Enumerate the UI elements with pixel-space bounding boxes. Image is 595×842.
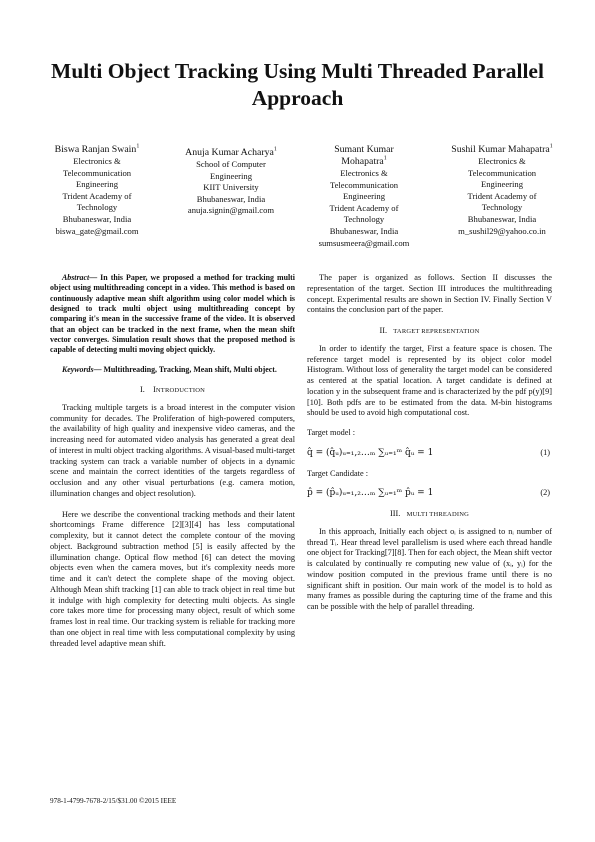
author-affiliation-line: Telecommunication	[467, 167, 537, 178]
author-affiliation-line: Telecommunication	[329, 179, 399, 190]
copyright-footer: 978-1-4799-7678-2/15/$31.00 ©2015 IEEE	[50, 797, 177, 805]
author-name: Biswa Ranjan Swain$^1$	[54, 143, 140, 155]
author-affiliation-line: Bhubaneswar, India	[467, 213, 537, 224]
author-affiliation-line: Engineering	[210, 170, 252, 181]
intro-paragraph-2: Here we describe the conventional tracking methods and their latent shortcomings Frame difference [2][3][4] has less computational complexity, but it cannot detect the complete contour of the moving object. Background subtraction method [5] is easily affected by the illumination change. Optical flow method [6] can detect the moving objects even when the camera moves, but it's complexity needs more time and it can't detect the complete shape of the moving object. Although Mean shift tracking [1] can able to track object in real time but it indulge with high complexity for detecting multi objects. As single core takes more time for processing many object, result of which some frames lost in real time. Our tracking system is reliable for tracking more than one object in real time with less computational complexity by using threaded level adaptive mean shift.	[50, 509, 295, 648]
section-heading-introduction: I. INTRODUCTION	[139, 385, 206, 395]
author-affiliation-line: Trident Academy of	[62, 190, 132, 201]
author-affiliation-line: Electronics &	[340, 168, 388, 178]
author-affiliation-line: Trident Academy of	[467, 190, 537, 201]
abstract-text: — In this Paper, we proposed a method for tracking multi object using multithreading concept in a video. This method is based on continuously adaptive mean shift algorithm using color model which is designed to track multi object using multithreading concept by comparing it's mean in the successive frame of the video. It is observed that an object can be tracked in the next frame, when the mean shift vector converges. Simulation result shows that the proposed method is capable of detecting multi moving object quickly.	[50, 273, 295, 355]
author-email: m_sushil29@yahoo.co.in	[458, 225, 546, 236]
author-affiliation-line: Bhubaneswar, India	[196, 193, 266, 204]
author-block-2	[170, 147, 292, 217]
author-name: Mohapatra$^1$	[341, 155, 387, 167]
target-model-label: Target model :	[307, 428, 356, 437]
abstract	[50, 273, 295, 356]
equation-1	[307, 448, 552, 459]
author-affiliation-line: School of Computer	[196, 159, 266, 169]
author-email: biswa_gate@gmail.com	[55, 225, 139, 236]
author-block-1	[38, 144, 156, 237]
author-affiliation-line: Technology	[76, 202, 118, 213]
equation-1-number: (1)	[540, 447, 550, 457]
author-name: Sumant Kumar	[334, 144, 394, 155]
author-affiliation-line: Trident Academy of	[329, 202, 399, 213]
organization-paragraph: The paper is organized as follows. Section II discusses the representation of the target. Section III introduces the multithreading concept. Experimental results are shown in Section IV. Finally Section V contains the conclusion part of the paper.	[307, 273, 552, 315]
right-column	[307, 273, 552, 613]
author-name: Anuja Kumar Acharya$^1$	[185, 146, 277, 158]
author-affiliation-line: Bhubaneswar, India	[329, 225, 399, 236]
author-email: sumsusmeera@gmail.com	[318, 237, 410, 248]
author-name: Sushil Kumar Mahapatra$^1$	[451, 143, 553, 155]
author-affiliation-line: Technology	[343, 214, 385, 225]
abstract-label: Abstract	[62, 273, 90, 282]
author-affiliation-line: Engineering	[76, 179, 118, 190]
target-representation-paragraph: In order to identify the target, First a feature space is chosen. The reference target model is represented by its object color model Histogram. Without loss of generality the target model can be considered as centered at the spatial location. A target candidate is defined at location y in the subsequent frame and is characterized by the pdf p(y)[9][10]. Both pdfs are to be estimated from the data. M-bin histograms should be used to avoid high computational cost.	[307, 343, 552, 418]
intro-paragraph-1: Tracking multiple targets is a broad interest in the computer vision community for decades. The Proliferation of high-powered computers, the availability of high quality and inexpensive video cameras, and the increasing need for automated video analysis has generated a great deal of interest in multi object tracking algorithms. A visual-based multi-target tracking system can track a variable number of objects in a dynamic scene and maintain the correct identities of the targets regardless of occlusion and any other visual perturbations (e.g. camera motion, illumination changes and object resolution).	[50, 402, 295, 498]
keywords-label: Keywords	[62, 364, 94, 374]
keywords	[50, 365, 295, 375]
left-column	[50, 273, 295, 649]
target-candidate-label: Target Candidate :	[307, 468, 369, 478]
author-affiliation-line: Technology	[481, 202, 523, 213]
author-block-3	[305, 144, 423, 249]
author-affiliation-line: Bhubaneswar, India	[62, 213, 132, 224]
author-affiliation-line: Engineering	[481, 179, 523, 190]
author-email: anuja.signin@gmail.com	[187, 205, 275, 216]
equation-2	[307, 488, 552, 499]
section-heading-multithreading: III. MULTI THREADING	[389, 509, 469, 518]
multithreading-paragraph: In this approach, Initially each object oᵢ is assigned to nᵢ number of thread Tᵢ. Hear thread level parallelism is used where each thread handle one object for Tracking[7][8]. Then for each object, the Mean shift vector is calculated by continually re computing new value of (xᵢ, yᵢ) for the window position computed in the previous frame until there is no significant shift in position. Our main work of the model is to hold as many frames as possible during the capturing time of the frame and this can be possible with the help of parallel threading.	[307, 526, 552, 611]
equation-1-body: q̂ = (q̂ᵤ)ᵤ₌₁,₂…ₘ ∑ᵤ₌₁ᵐ q̂ᵤ = 1	[307, 447, 434, 458]
author-affiliation-line: Electronics &	[478, 156, 526, 166]
paper-title: Multi Object Tracking Using Multi Threaded Parallel Approach	[51, 59, 544, 110]
equation-2-number: (2)	[540, 488, 550, 498]
author-affiliation-line: Engineering	[343, 191, 385, 202]
keywords-text: — Multithreading, Tracking, Mean shift, Multi object.	[93, 364, 277, 374]
equation-2-body: p̂ = (p̂ᵤ)ᵤ₌₁,₂…ₘ ∑ᵤ₌₁ᵐ p̂ᵤ = 1	[307, 488, 434, 499]
author-affiliation-line: KIIT University	[203, 182, 259, 193]
author-affiliation-line: Telecommunication	[62, 167, 132, 178]
author-affiliation-line: Electronics &	[73, 156, 121, 166]
author-block-4	[436, 144, 568, 237]
section-heading-target-representation: II. TARGET REPRESENTATION	[379, 326, 480, 335]
